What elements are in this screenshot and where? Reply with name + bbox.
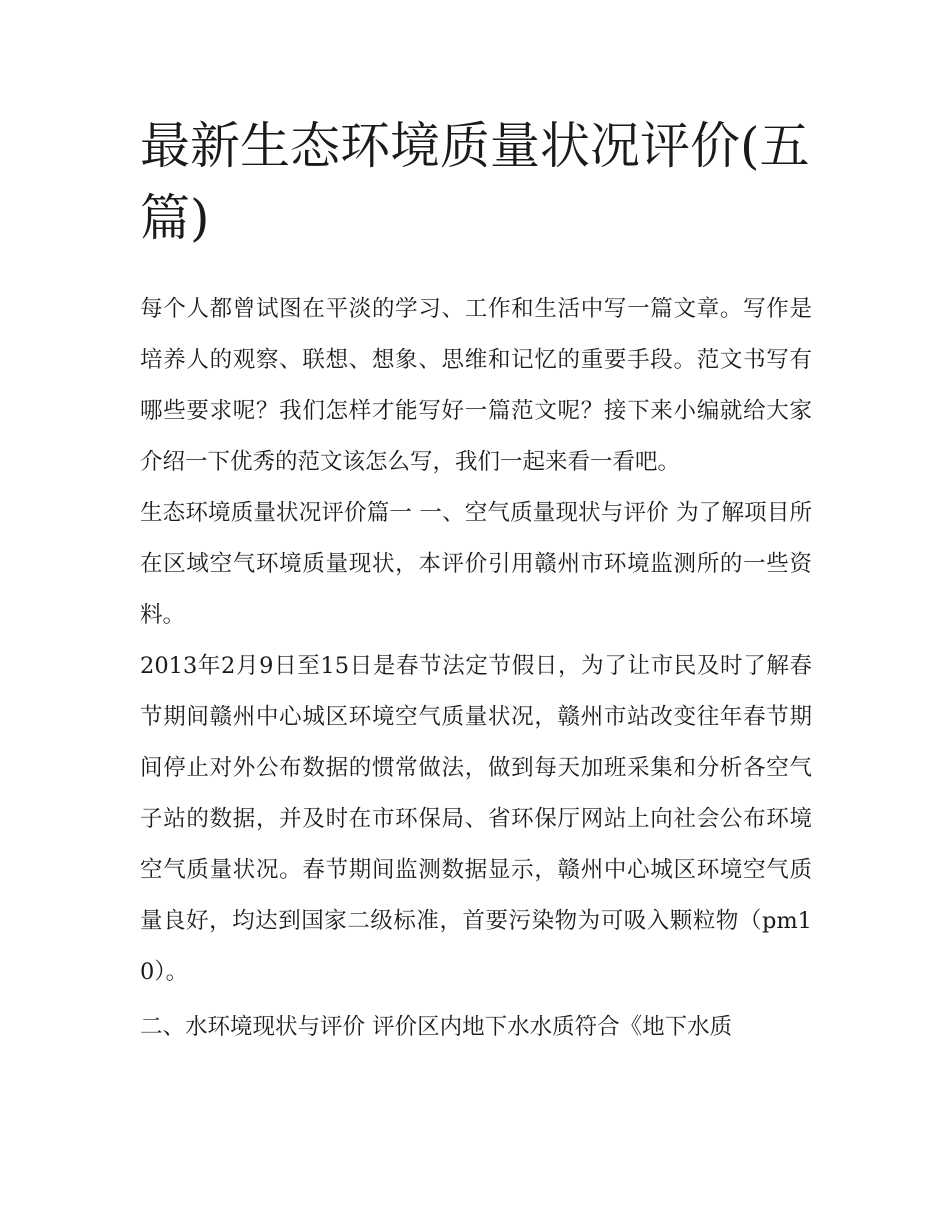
air-quality-paragraph: 生态环境质量状况评价篇一 一、空气质量现状与评价 为了解项目所在区域空气环境质量现状，本评价引用赣州市环境监测所的一些资料。: [140, 500, 812, 628]
spring-festival-paragraph: 2013年2月9日至15日是春节法定节假日，为了让市民及时了解春节期间赣州中心城区环境空气质量状况，赣州市站改变往年春节期间停止对外公布数据的惯常做法，做到每天加班采集和分析各空气子站的数据，并及时在市环保局、省环保厅网站上向社会公布环境空气质量状况。春节期间监测数据显示，赣州中心城区环境空气质量良好，均达到国家二级标准，首要污染物为可吸入颗粒物（pm10）。: [140, 653, 812, 985]
intro-paragraph: 每个人都曾试图在平淡的学习、工作和生活中写一篇文章。写作是培养人的观察、联想、想象、思维和记忆的重要手段。范文书写有哪些要求呢？我们怎样才能写好一篇范文呢？接下来小编就给大家介绍一下优秀的范文该怎么写，我们一起来看一看吧。: [140, 296, 812, 475]
water-environment-paragraph: 二、水环境现状与评价 评价区内地下水水质符合《地下水质: [140, 1014, 733, 1040]
document-title: 最新生态环境质量状况评价(五篇): [140, 117, 810, 247]
document-content: [140, 110, 812, 1053]
